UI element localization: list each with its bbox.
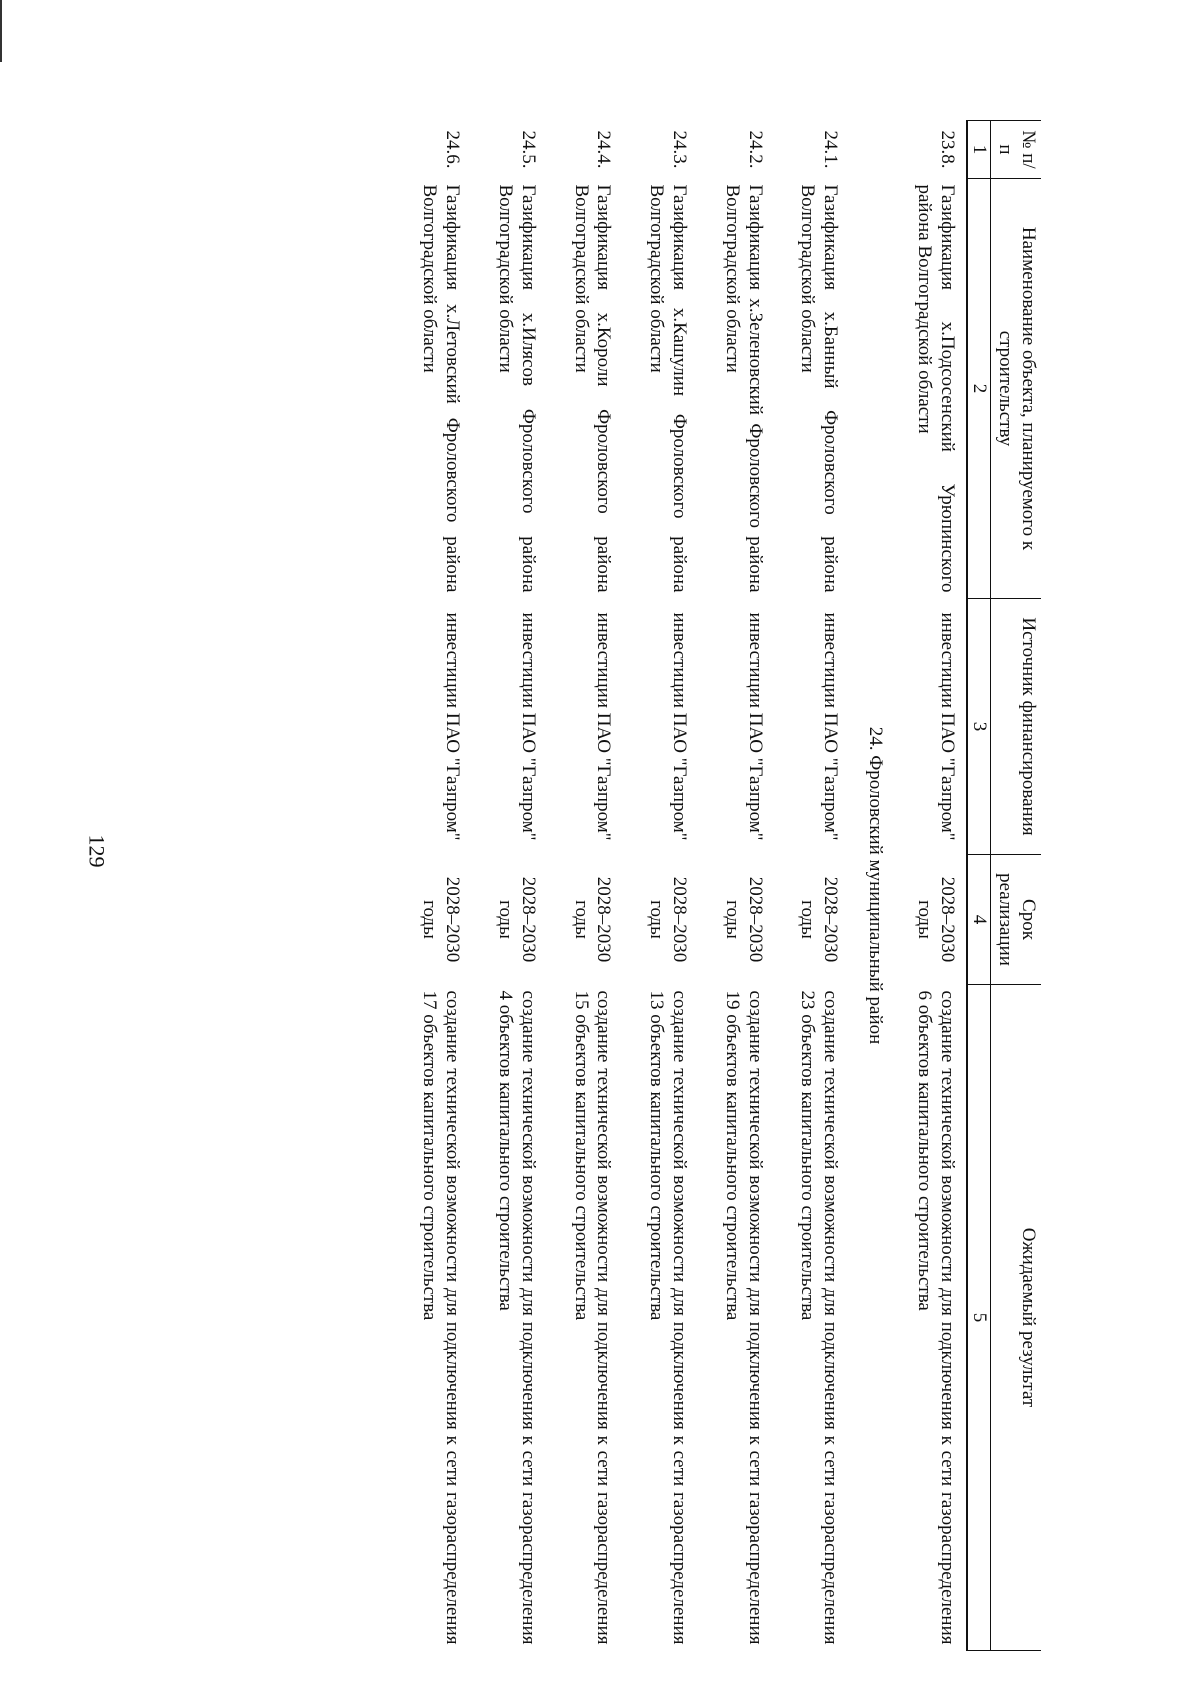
- object-name: Газификация х.Илясов Фроловского района Волгоградской области: [495, 184, 539, 593]
- header-num: № п/п: [991, 121, 1041, 179]
- column-number: 2: [967, 179, 991, 599]
- header-source: Источник финансирования: [991, 599, 1041, 855]
- expected-result: создание технической возможности для подключения к сети газораспределения 19 объектов капитального строительства: [721, 990, 766, 1645]
- header-term: Срок реализации: [991, 855, 1041, 985]
- object-name: Газификация х.Банный Фроловского района Волгоградской области: [797, 184, 842, 593]
- row-number: 24.3.: [669, 130, 691, 169]
- funding-source: инвестиции ПАО "Газпром": [442, 612, 464, 841]
- column-number: 3: [967, 599, 991, 855]
- expected-result: создание технической возможности для подключения к сети газораспределения 4 объектов капитального строительства: [495, 990, 539, 1645]
- row-number: 24.2.: [744, 130, 766, 169]
- rotated-page: [165, 120, 1041, 1650]
- funding-source: инвестиции ПАО "Газпром": [820, 612, 842, 841]
- column-number-row: [967, 121, 991, 1651]
- implementation-term: 2028–2030 годы: [797, 876, 842, 963]
- header-result: Ожидаемый результат: [991, 985, 1041, 1651]
- column-number: 1: [967, 121, 991, 179]
- table-row: [890, 121, 967, 1651]
- column-number: 4: [967, 855, 991, 985]
- expected-result: создание технической возможности для подключения к сети газораспределения 23 объектов капитального строительства: [797, 990, 842, 1645]
- table-row: [698, 121, 774, 1651]
- expected-result: создание технической возможности для подключения к сети газораспределения 13 объектов капитального строительства: [646, 990, 691, 1645]
- implementation-term: 2028–2030 годы: [646, 876, 691, 963]
- object-name: Газификация х.Подсосенский Урюпинского района Волгоградской области: [913, 184, 958, 593]
- row-number: 24.1.: [820, 130, 842, 169]
- section-title: 24. Фроловский муниципальный район: [865, 726, 887, 1045]
- implementation-term: 2028–2030 годы: [721, 876, 766, 963]
- header-row: [991, 121, 1041, 1651]
- object-name: Газификация х.Короли Фроловского района Волгоградской области: [570, 184, 615, 593]
- table-row: [396, 121, 472, 1651]
- funding-source: инвестиции ПАО "Газпром": [593, 612, 615, 841]
- table-row: [471, 121, 547, 1651]
- row-number: 24.6.: [442, 130, 464, 169]
- row-number: 24.4.: [593, 130, 615, 169]
- page-number: 129: [84, 834, 110, 868]
- section-row: [849, 121, 890, 1651]
- row-number: 24.5.: [517, 130, 539, 169]
- implementation-term: 2028–2030 годы: [419, 876, 464, 963]
- implementation-term: 2028–2030 годы: [913, 876, 958, 963]
- table-row: [547, 121, 623, 1651]
- column-number: 5: [967, 985, 991, 1651]
- object-name: Газификация х.Зеленовский Фроловского района Волгоградской области: [721, 184, 766, 593]
- funding-source: инвестиции ПАО "Газпром": [669, 612, 691, 841]
- funding-source: инвестиции ПАО "Газпром": [936, 612, 958, 841]
- plan-table: [396, 120, 1041, 1651]
- implementation-term: 2028–2030 годы: [570, 876, 615, 963]
- scan-edge-mark: [0, 0, 2, 62]
- table-row: [622, 121, 698, 1651]
- header-name: Наименование объекта, планируемого к строительству: [991, 179, 1041, 599]
- row-number: 23.8.: [936, 130, 958, 169]
- expected-result: создание технической возможности для подключения к сети газораспределения 6 объектов капитального строительства: [913, 990, 958, 1645]
- object-name: Газификация х.Кашулин Фроловского района Волгоградской области: [646, 184, 691, 593]
- funding-source: инвестиции ПАО "Газпром": [744, 612, 766, 841]
- table-row: [774, 121, 850, 1651]
- implementation-term: 2028–2030 годы: [495, 876, 539, 963]
- expected-result: создание технической возможности для подключения к сети газораспределения 17 объектов капитального строительства: [419, 990, 464, 1645]
- expected-result: создание технической возможности для подключения к сети газораспределения 15 объектов капитального строительства: [570, 990, 615, 1645]
- object-name: Газификация х.Летовский Фроловского района Волгоградской области: [419, 184, 464, 593]
- funding-source: инвестиции ПАО "Газпром": [517, 612, 539, 841]
